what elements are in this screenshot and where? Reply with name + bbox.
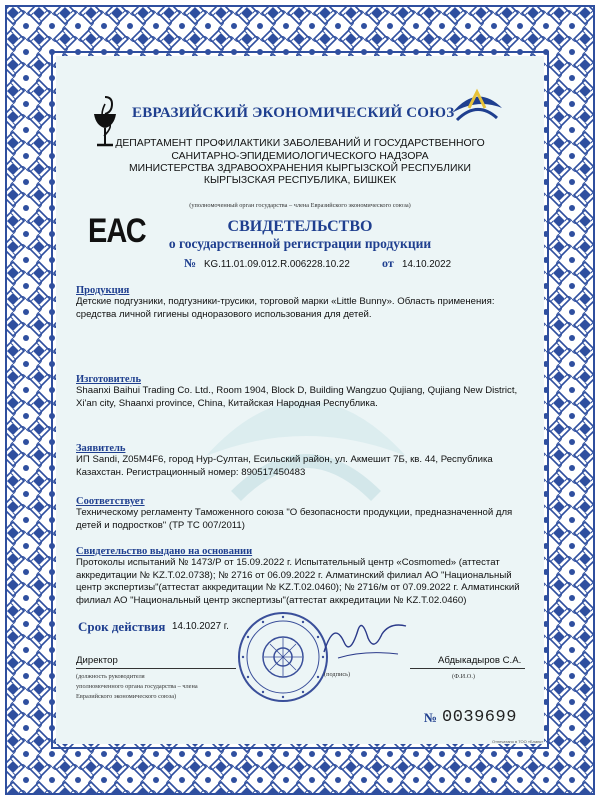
official-seal <box>236 610 330 704</box>
product-heading: Продукция <box>76 285 130 296</box>
authorized-body-note: (уполномоченный орган государства – члена Евразийского экономического союза) <box>189 202 411 209</box>
applicant-heading: Заявитель <box>76 443 126 454</box>
department-line-3: МИНИСТЕРСТВА ЗДРАВООХРАНЕНИЯ КЫРГЫЗСКОЙ РЕСПУБЛИКИ <box>128 163 471 174</box>
eac-mark: ЕАС <box>88 212 146 250</box>
eaeu-logo-icon <box>447 78 507 128</box>
basis-heading: Свидетельство выдано на основании <box>76 546 253 557</box>
conforms-text: Техническому регламенту Таможенного союза "О безопасности продукции, предназначенной для детей и подростков" (ТР ТС 007/2011) <box>76 507 513 531</box>
applicant-text: ИП Sandi, Z05M4F6, город Нур-Султан, Есильский район, ул. Акмешит 7Б, кв. 44, Республика Казахстан. Регистрационный номер: 890517450483 <box>76 454 493 478</box>
handwritten-signature <box>320 612 410 664</box>
certificate-title: СВИДЕТЕЛЬСТВО <box>227 218 373 235</box>
conforms-heading: Соответствует <box>76 496 145 507</box>
position-note-line-2: уполномоченного органа государства – члена <box>76 683 198 690</box>
signature-note: (подпись) <box>324 671 351 678</box>
print-note: Отпечатано в ТОО «Бланк» <box>492 739 544 744</box>
signer-name: Абдыкадыров С.А. <box>438 655 522 666</box>
form-number-label: № <box>424 710 438 725</box>
position-note-line-3: Евразийского экономического союза) <box>76 693 177 700</box>
position-note-line-1: (должность руководителя <box>76 673 145 680</box>
name-note: (Ф.И.О.) <box>452 673 475 680</box>
product-text: Детские подгузники, подгузники-трусики, торговой марки «Little Bunny». Область применения: средства личной гигиены одноразового использования для детей. <box>76 296 495 320</box>
certificate-date: 14.10.2022 <box>402 259 452 270</box>
certificate-number: KG.11.01.09.012.R.006228.10.22 <box>204 259 350 270</box>
department-line-1: ДЕПАРТАМЕНТ ПРОФИЛАКТИКИ ЗАБОЛЕВАНИЙ И ГОСУДАРСТВЕННОГО <box>115 138 485 149</box>
basis-text: Протоколы испытаний № 1473/Р от 15.09.2022 г. Испытательный центр «Cosmomed» (аттестат аккредитации № KZ.T.02.0738); № 2716 от 06.09.2022 г. Алматинский филиал АО "Национальный центр экспертизы"(аттестат аккредитации № KZ.T.02.0460); № 2716/м от 07.09.2022 г. Алматинский филиал АО "Национальный центр экспертизы"(аттестат аккредитации № KZ.T.02.0460) <box>76 557 520 606</box>
date-label: от <box>382 256 394 270</box>
name-line <box>410 668 525 669</box>
position-title: Директор <box>76 655 118 666</box>
position-line <box>76 668 236 669</box>
manufacturer-heading: Изготовитель <box>76 374 141 385</box>
validity-date: 14.10.2027 г. <box>172 621 229 632</box>
certificate-subtitle: о государственной регистрации продукции <box>168 236 432 251</box>
department-line-4: КЫРГЫЗСКАЯ РЕСПУБЛИКА, БИШКЕК <box>203 175 397 186</box>
validity-label: Срок действия <box>78 619 166 634</box>
department-line-2: САНИТАРНО-ЭПИДЕМИОЛОГИЧЕСКОГО НАДЗОРА <box>171 151 429 162</box>
union-name: ЕВРАЗИЙСКИЙ ЭКОНОМИЧЕСКИЙ СОЮЗ <box>132 105 455 121</box>
number-label: № <box>184 256 197 270</box>
form-number: 0039699 <box>442 708 517 727</box>
manufacturer-text: Shaanxi Baihui Trading Co. Ltd., Room 1904, Block D, Building Wangzuo Qujiang, Qujiang New District, Xi'an city, Shaanxi province, China, Китайская Народная Республика. <box>76 385 518 409</box>
